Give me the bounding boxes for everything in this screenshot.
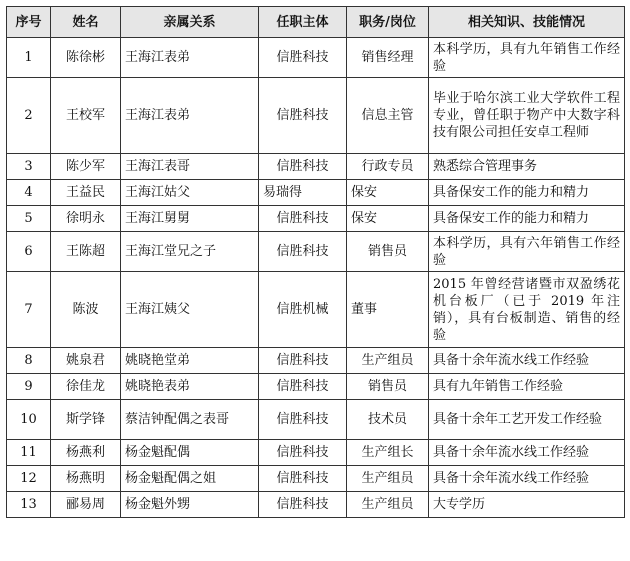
cell-no: 5 (7, 206, 51, 232)
cell-relation: 杨金魁配偶之姐 (121, 466, 259, 492)
cell-relation: 杨金魁配偶 (121, 440, 259, 466)
cell-position: 生产组员 (347, 348, 429, 374)
cell-position: 保安 (347, 206, 429, 232)
cell-skills: 具备十余年流水线工作经验 (429, 466, 625, 492)
cell-employer: 信胜科技 (259, 38, 347, 78)
cell-position: 销售员 (347, 374, 429, 400)
cell-skills: 熟悉综合管理事务 (429, 154, 625, 180)
cell-name: 斯学锋 (51, 400, 121, 440)
cell-position: 行政专员 (347, 154, 429, 180)
table-header-row (7, 7, 625, 38)
header-relation: 亲属关系 (121, 7, 259, 38)
cell-no: 6 (7, 232, 51, 272)
cell-employer: 信胜科技 (259, 374, 347, 400)
table-row (7, 440, 625, 466)
table-row (7, 38, 625, 78)
cell-skills: 具备十余年工艺开发工作经验 (429, 400, 625, 440)
cell-skills: 具备保安工作的能力和精力 (429, 206, 625, 232)
cell-position: 生产组长 (347, 440, 429, 466)
header-no: 序号 (7, 7, 51, 38)
cell-relation: 杨金魁外甥 (121, 492, 259, 518)
table-row (7, 154, 625, 180)
cell-relation: 蔡洁钟配偶之表哥 (121, 400, 259, 440)
cell-name: 王校军 (51, 78, 121, 154)
cell-relation: 王海江表弟 (121, 78, 259, 154)
cell-no: 10 (7, 400, 51, 440)
cell-employer: 信胜科技 (259, 232, 347, 272)
cell-skills: 毕业于哈尔滨工业大学软件工程专业，曾任职于物产中大数字科技有限公司担任安卓工程师 (429, 78, 625, 154)
cell-name: 徐明永 (51, 206, 121, 232)
table-row (7, 374, 625, 400)
cell-skills: 大专学历 (429, 492, 625, 518)
cell-employer: 信胜科技 (259, 78, 347, 154)
cell-relation: 王海江堂兄之子 (121, 232, 259, 272)
cell-position: 保安 (347, 180, 429, 206)
cell-skills: 具备十余年流水线工作经验 (429, 348, 625, 374)
cell-employer: 信胜科技 (259, 348, 347, 374)
cell-no: 9 (7, 374, 51, 400)
table-row (7, 206, 625, 232)
header-name: 姓名 (51, 7, 121, 38)
cell-name: 徐佳龙 (51, 374, 121, 400)
cell-position: 销售员 (347, 232, 429, 272)
cell-name: 郦易周 (51, 492, 121, 518)
cell-relation: 姚晓艳堂弟 (121, 348, 259, 374)
cell-name: 陈少军 (51, 154, 121, 180)
cell-position: 生产组员 (347, 466, 429, 492)
cell-position: 技术员 (347, 400, 429, 440)
cell-no: 11 (7, 440, 51, 466)
cell-no: 3 (7, 154, 51, 180)
table-row (7, 492, 625, 518)
cell-employer: 信胜科技 (259, 466, 347, 492)
cell-no: 2 (7, 78, 51, 154)
cell-name: 杨燕明 (51, 466, 121, 492)
cell-no: 1 (7, 38, 51, 78)
table-row (7, 466, 625, 492)
header-skills: 相关知识、技能情况 (429, 7, 625, 38)
cell-skills: 具备十余年流水线工作经验 (429, 440, 625, 466)
cell-no: 13 (7, 492, 51, 518)
header-position: 职务/岗位 (347, 7, 429, 38)
cell-employer: 信胜科技 (259, 206, 347, 232)
cell-position: 销售经理 (347, 38, 429, 78)
cell-no: 12 (7, 466, 51, 492)
cell-position: 生产组员 (347, 492, 429, 518)
cell-relation: 王海江表弟 (121, 38, 259, 78)
table-row (7, 400, 625, 440)
relatives-employment-table (6, 6, 625, 518)
cell-no: 4 (7, 180, 51, 206)
cell-name: 王陈超 (51, 232, 121, 272)
cell-skills: 具有九年销售工作经验 (429, 374, 625, 400)
cell-employer: 信胜科技 (259, 492, 347, 518)
cell-employer: 信胜科技 (259, 440, 347, 466)
header-employer: 任职主体 (259, 7, 347, 38)
cell-employer: 信胜机械 (259, 272, 347, 348)
cell-name: 陈波 (51, 272, 121, 348)
cell-relation: 王海江姨父 (121, 272, 259, 348)
cell-name: 姚泉君 (51, 348, 121, 374)
cell-name: 王益民 (51, 180, 121, 206)
cell-relation: 王海江表哥 (121, 154, 259, 180)
cell-skills: 本科学历，具有九年销售工作经验 (429, 38, 625, 78)
table-row (7, 232, 625, 272)
cell-skills: 2015 年曾经营诸暨市双盈绣花机台板厂（已于 2019 年注销），具有台板制造、销售的经验 (429, 272, 625, 348)
table-row (7, 348, 625, 374)
cell-employer: 信胜科技 (259, 400, 347, 440)
cell-employer: 信胜科技 (259, 154, 347, 180)
cell-relation: 姚晓艳表弟 (121, 374, 259, 400)
cell-relation: 王海江姑父 (121, 180, 259, 206)
cell-no: 8 (7, 348, 51, 374)
cell-no: 7 (7, 272, 51, 348)
cell-relation: 王海江舅舅 (121, 206, 259, 232)
cell-name: 陈徐彬 (51, 38, 121, 78)
table-row (7, 272, 625, 348)
cell-position: 董事 (347, 272, 429, 348)
cell-skills: 具备保安工作的能力和精力 (429, 180, 625, 206)
cell-name: 杨燕利 (51, 440, 121, 466)
table-row (7, 78, 625, 154)
cell-position: 信息主管 (347, 78, 429, 154)
relatives-table-container (6, 6, 624, 518)
cell-employer: 易瑞得 (259, 180, 347, 206)
cell-skills: 本科学历，具有六年销售工作经验 (429, 232, 625, 272)
table-row (7, 180, 625, 206)
